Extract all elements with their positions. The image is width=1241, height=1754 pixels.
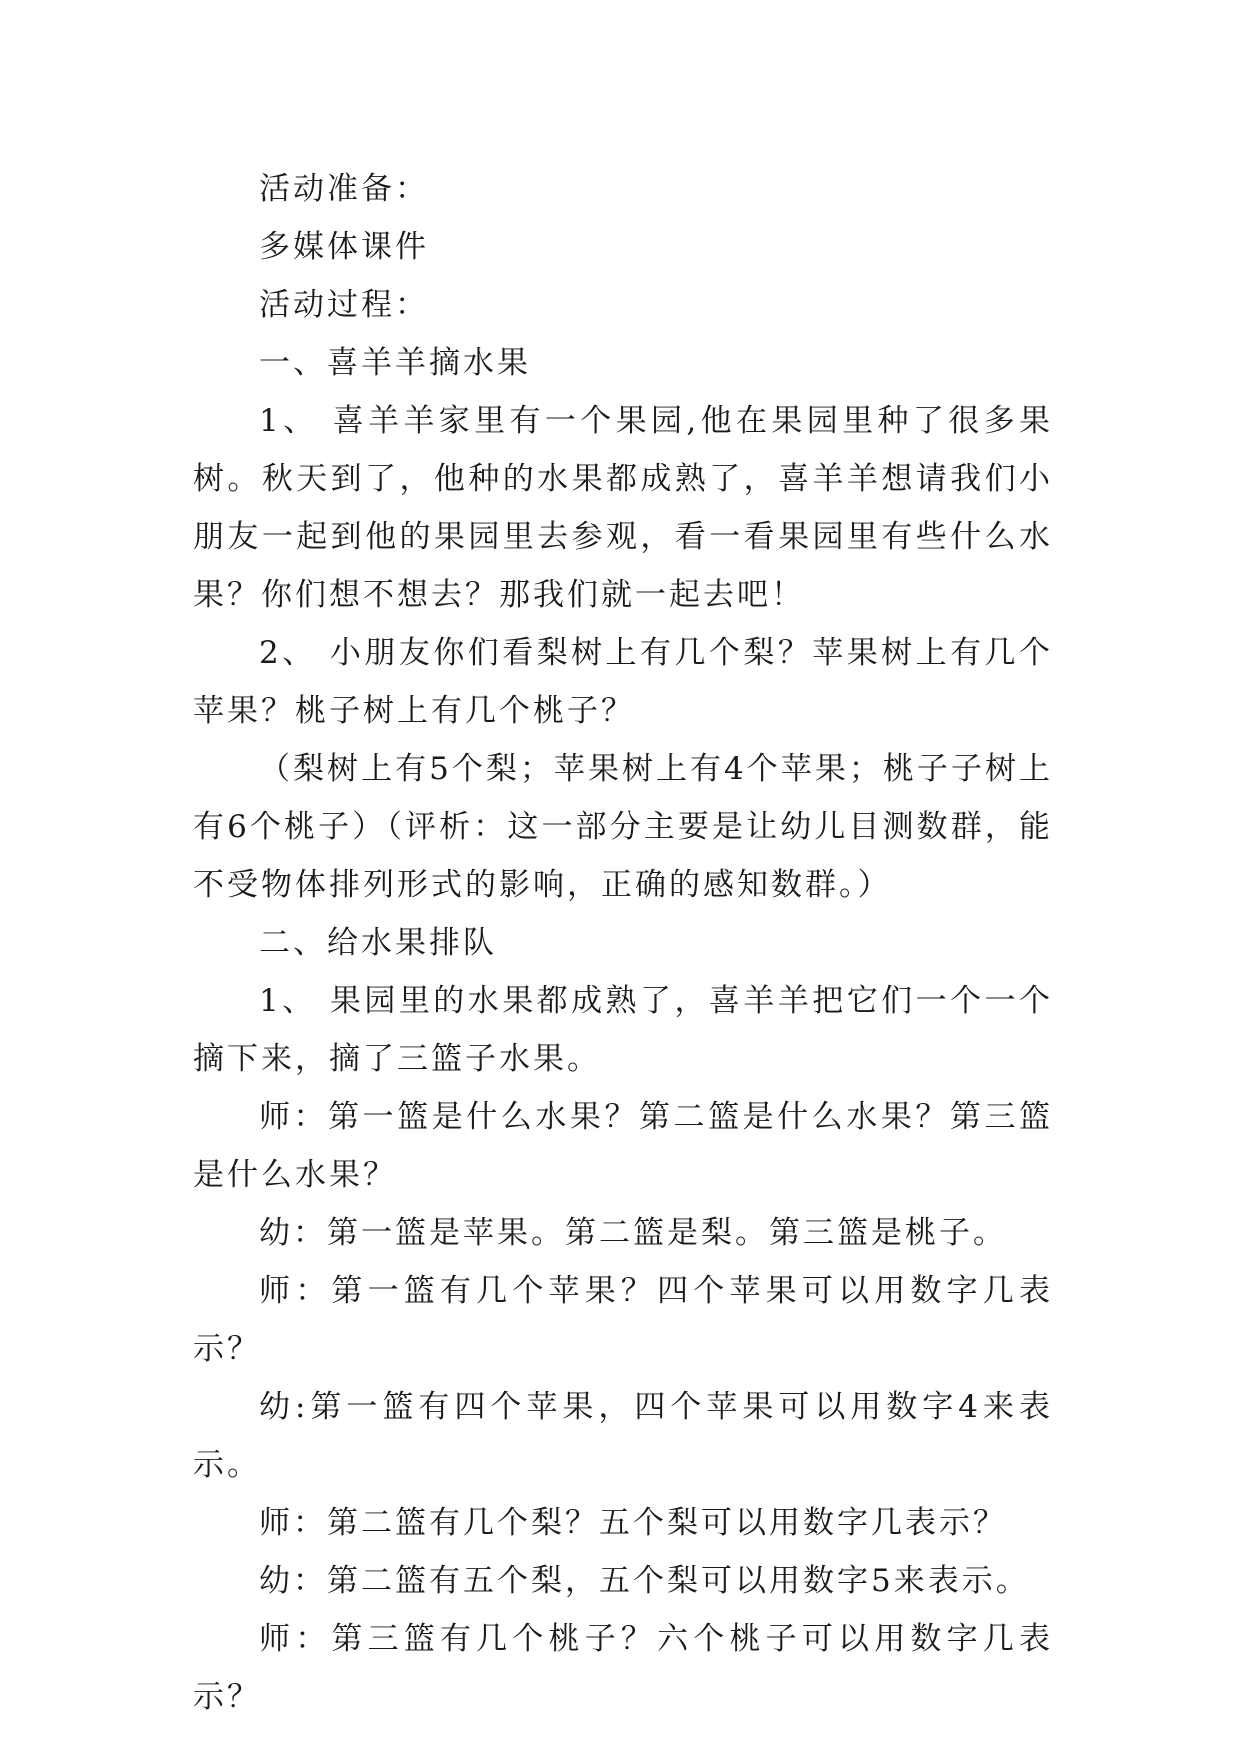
paragraph: 1、 果园里的水果都成熟了，喜羊羊把它们一个一个摘下来，摘了三篮子水果。 — [193, 983, 1053, 1077]
heading-process: 活动过程： — [259, 287, 429, 323]
dialogue-line: 师：第二篮有几个梨？五个梨可以用数字几表示？ — [259, 1505, 1007, 1541]
dialogue-line: 师：第一篮有几个苹果？四个苹果可以用数字几表示？ — [193, 1273, 1053, 1367]
paragraph: （梨树上有5个梨；苹果树上有4个苹果；桃子子树上有6个桃子）（评析：这一部分主要是让幼儿目测数群，能不受物体排列形式的影响，正确的感知数群。） — [193, 751, 1053, 903]
section-heading-1: 一、喜羊羊摘水果 — [259, 345, 531, 381]
paragraph: 2、 小朋友你们看梨树上有几个梨？苹果树上有几个苹果？桃子树上有几个桃子？ — [193, 635, 1053, 729]
section-heading-2: 二、给水果排队 — [259, 925, 497, 961]
preparation-item: 多媒体课件 — [259, 229, 429, 265]
document-body — [193, 160, 1053, 1726]
dialogue-line: 幼：第一篮是苹果。第二篮是梨。第三篮是桃子。 — [259, 1215, 1007, 1251]
dialogue-line: 幼：第二篮有五个梨，五个梨可以用数字5来表示。 — [259, 1563, 1030, 1599]
paragraph: 1、 喜羊羊家里有一个果园,他在果园里种了很多果树。秋天到了，他种的水果都成熟了，喜羊羊想请我们小朋友一起到他的果园里去参观，看一看果园里有些什么水果？你们想不想去？那我们就一起去吧！ — [193, 403, 1053, 613]
dialogue-line: 师：第三篮有几个桃子？六个桃子可以用数字几表示？ — [193, 1621, 1053, 1715]
dialogue-line: 幼:第一篮有四个苹果，四个苹果可以用数字4来表示。 — [193, 1389, 1053, 1483]
heading-preparation: 活动准备： — [259, 171, 429, 207]
dialogue-line: 师：第一篮是什么水果？第二篮是什么水果？第三篮是什么水果？ — [193, 1099, 1053, 1193]
